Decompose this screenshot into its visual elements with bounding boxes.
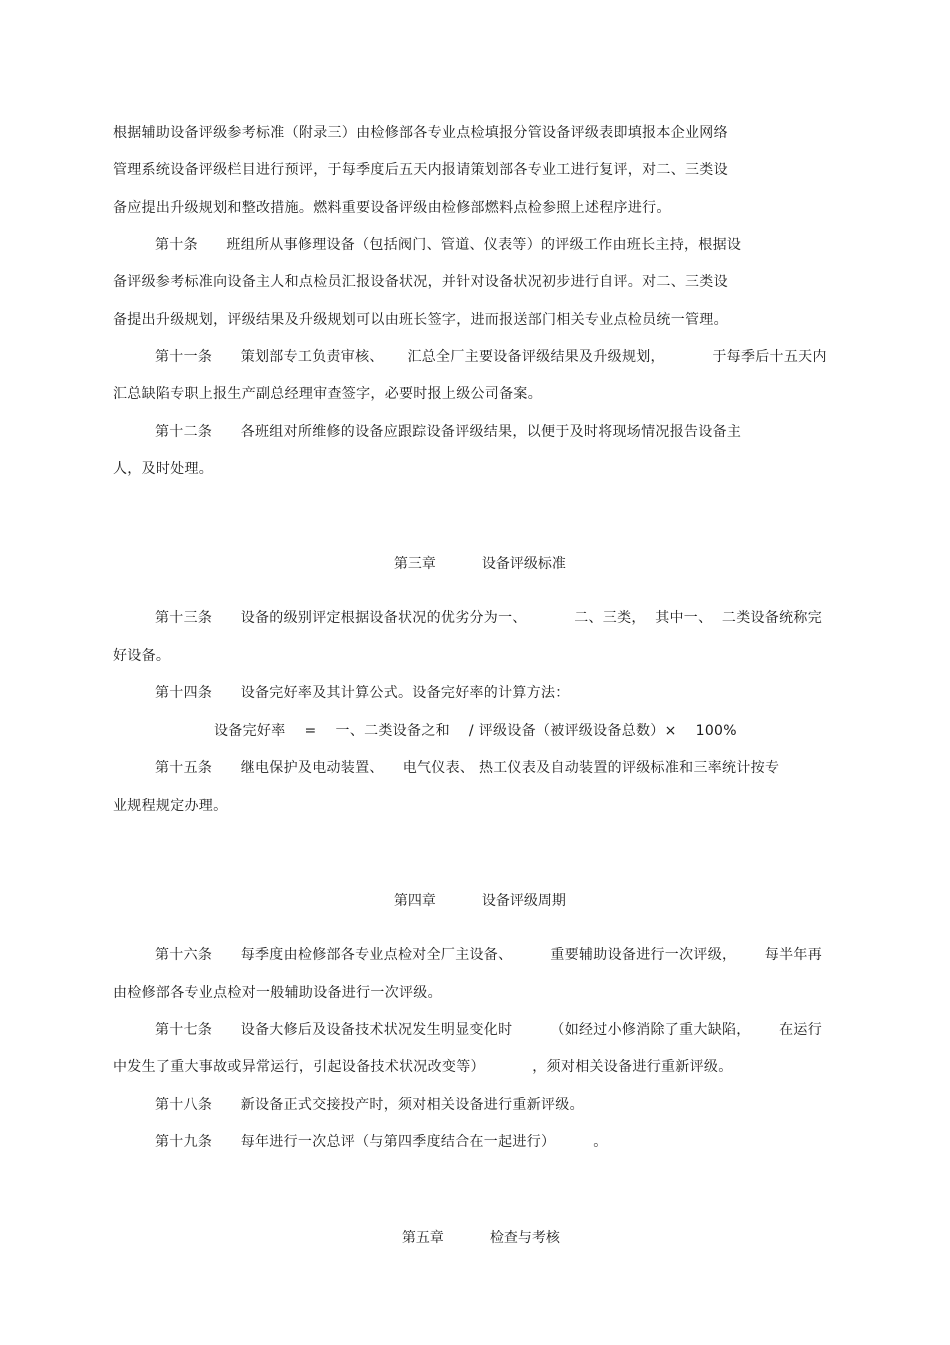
- chapter-3-heading: [385, 534, 566, 574]
- chapter-4-heading: [385, 871, 566, 911]
- article-13: 第十三条 设备的级别评定根据设备状况的优劣分为一、 二、三类， 其中一、 二类设备统称完: [155, 610, 823, 626]
- line-1: 根据辅助设备评级参考标准（附录三）由检修部各专业点检填报分管设备评级表即填报本企业网络: [113, 125, 728, 141]
- chapter-number: 第五章: [401, 1230, 444, 1246]
- article-19: 第十九条 每年进行一次总评（与第四季度结合在一起进行） 。: [155, 1134, 608, 1150]
- line-18: 由检修部各专业点检对一般辅助设备进行一次评级。: [113, 985, 442, 1001]
- article-17: 第十七条 设备大修后及设备技术状况发生明显变化时 （如经过小修消除了重大缺陷， 在运行: [155, 1022, 823, 1038]
- chapter-number: 第三章: [393, 556, 436, 572]
- line-20: 中发生了重大事故或异常运行，引起设备技术状况改变等） ，须对相关设备进行重新评级。: [113, 1059, 733, 1075]
- line-10: 人，及时处理。: [113, 461, 214, 477]
- line-8: 汇总缺陷专职上报生产副总经理审查签字，必要时报上级公司备案。: [113, 386, 542, 402]
- chapter-title: 设备评级标准: [481, 556, 566, 572]
- article-12: 第十二条 各班组对所维修的设备应跟踪设备评级结果，以便于及时将现场情况报告设备主: [155, 424, 742, 440]
- article-15: 第十五条 继电保护及电动装置、 电气仪表、 热工仪表及自动装置的评级标准和三率统计按专: [155, 760, 780, 776]
- line-2: 管理系统设备评级栏目进行预评，于每季度后五天内报请策划部各专业工进行复评，对二、三类设: [113, 162, 728, 178]
- article-10: 第十条 班组所从事修理设备（包括阀门、管道、仪表等）的评级工作由班长主持，根据设: [155, 237, 742, 253]
- chapter-5-heading: [393, 1208, 560, 1248]
- article-11: 第十一条 策划部专工负责审核、 汇总全厂主要设备评级结果及升级规划， 于每季后十五天内: [155, 349, 827, 365]
- chapter-number: 第四章: [393, 893, 436, 909]
- line-6: 备提出升级规划，评级结果及升级规划可以由班长签字，进而报送部门相关专业点检员统一管理。: [113, 312, 728, 328]
- chapter-title: 设备评级周期: [481, 893, 566, 909]
- article-14: 第十四条 设备完好率及其计算公式。设备完好率的计算方法：: [155, 685, 570, 701]
- article-18: 第十八条 新设备正式交接投产时，须对相关设备进行重新评级。: [155, 1097, 584, 1113]
- formula: 设备完好率 = 一、二类设备之和 / 评级设备（被评级设备总数）× 100%: [214, 723, 737, 739]
- line-16: 业规程规定办理。: [113, 798, 228, 814]
- line-3: 备应提出升级规划和整改措施。燃料重要设备评级由检修部燃料点检参照上述程序进行。: [113, 200, 671, 216]
- line-5: 备评级参考标准向设备主人和点检员汇报设备状况，并针对设备状况初步进行自评。对二、三类设: [113, 274, 728, 290]
- line-12: 好设备。: [113, 648, 171, 664]
- chapter-title: 检查与考核: [489, 1230, 560, 1246]
- article-16: 第十六条 每季度由检修部各专业点检对全厂主设备、 重要辅助设备进行一次评级， 每半年再: [155, 947, 823, 963]
